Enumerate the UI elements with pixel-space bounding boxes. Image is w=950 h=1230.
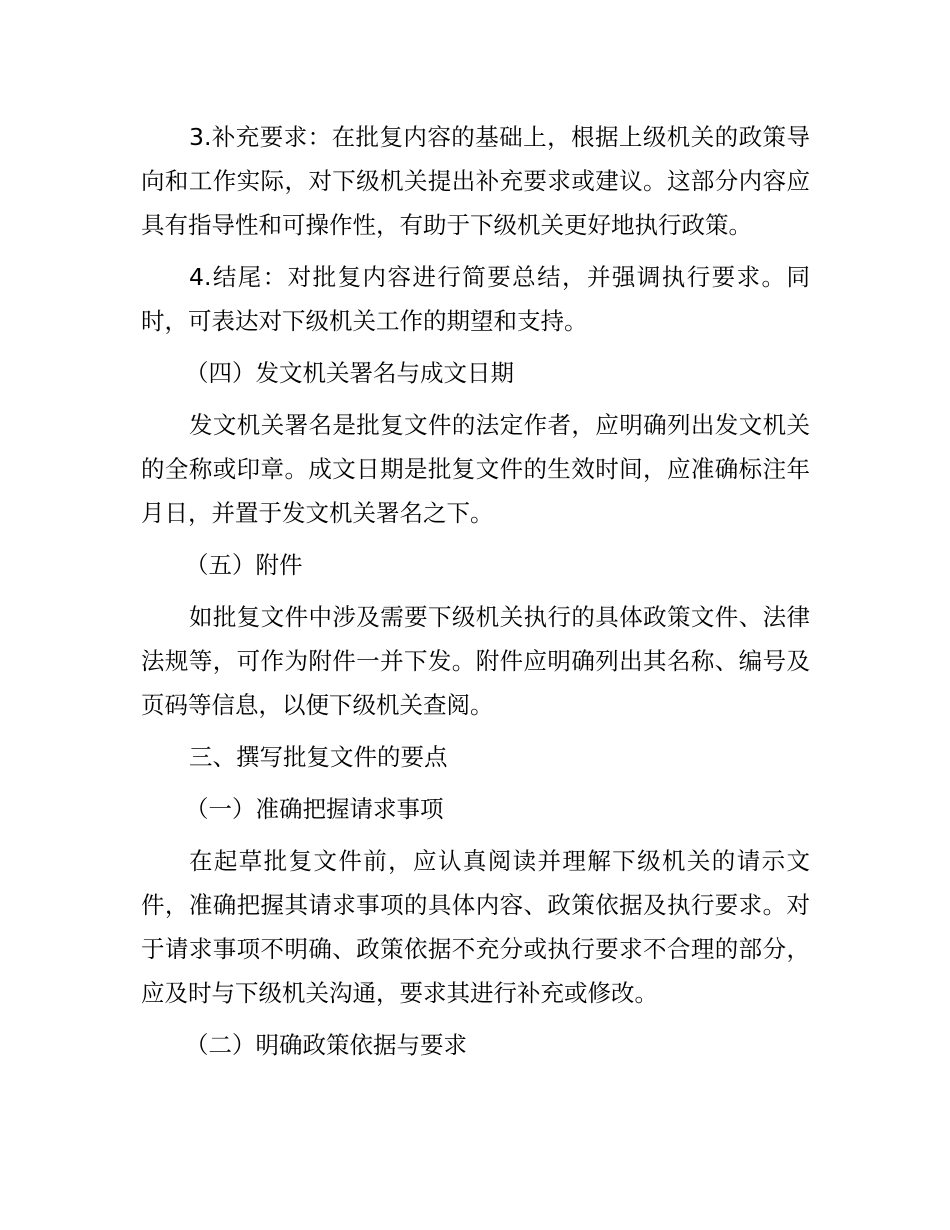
section-heading-writing-points: 三、撰写批复文件的要点 xyxy=(189,743,448,771)
subheading-signature-and-date: （四）发文机关署名与成文日期 xyxy=(185,359,514,387)
paragraph-supplementary-requirements: 3.补充要求：在批复内容的基础上，根据上级机关的政策导向和工作实际，对下级机关提出补充要求或建议。这部分内容应具有指导性和可操作性，有助于下级机关更好地执行政策。 xyxy=(141,123,810,239)
subheading-grasp-request: （一）准确把握请求事项 xyxy=(185,795,444,823)
subheading-attachments: （五）附件 xyxy=(185,551,303,579)
paragraph-attachments: 如批复文件中涉及需要下级机关执行的具体政策文件、法律法规等，可作为附件一并下发。附件应明确列出其名称、编号及页码等信息，以便下级机关查阅。 xyxy=(141,603,810,719)
paragraph-grasp-request: 在起草批复文件前，应认真阅读并理解下级机关的请示文件，准确把握其请求事项的具体内容、政策依据及执行要求。对于请求事项不明确、政策依据不充分或执行要求不合理的部分，应及时与下级机关沟通，要求其进行补充或修改。 xyxy=(141,847,810,1007)
paragraph-conclusion: 4.结尾：对批复内容进行简要总结，并强调执行要求。同时，可表达对下级机关工作的期望和支持。 xyxy=(141,263,810,335)
document-page xyxy=(141,115,810,1075)
paragraph-signature-and-date: 发文机关署名是批复文件的法定作者，应明确列出发文机关的全称或印章。成文日期是批复文件的生效时间，应准确标注年月日，并置于发文机关署名之下。 xyxy=(141,411,810,527)
subheading-policy-basis: （二）明确政策依据与要求 xyxy=(185,1031,467,1059)
